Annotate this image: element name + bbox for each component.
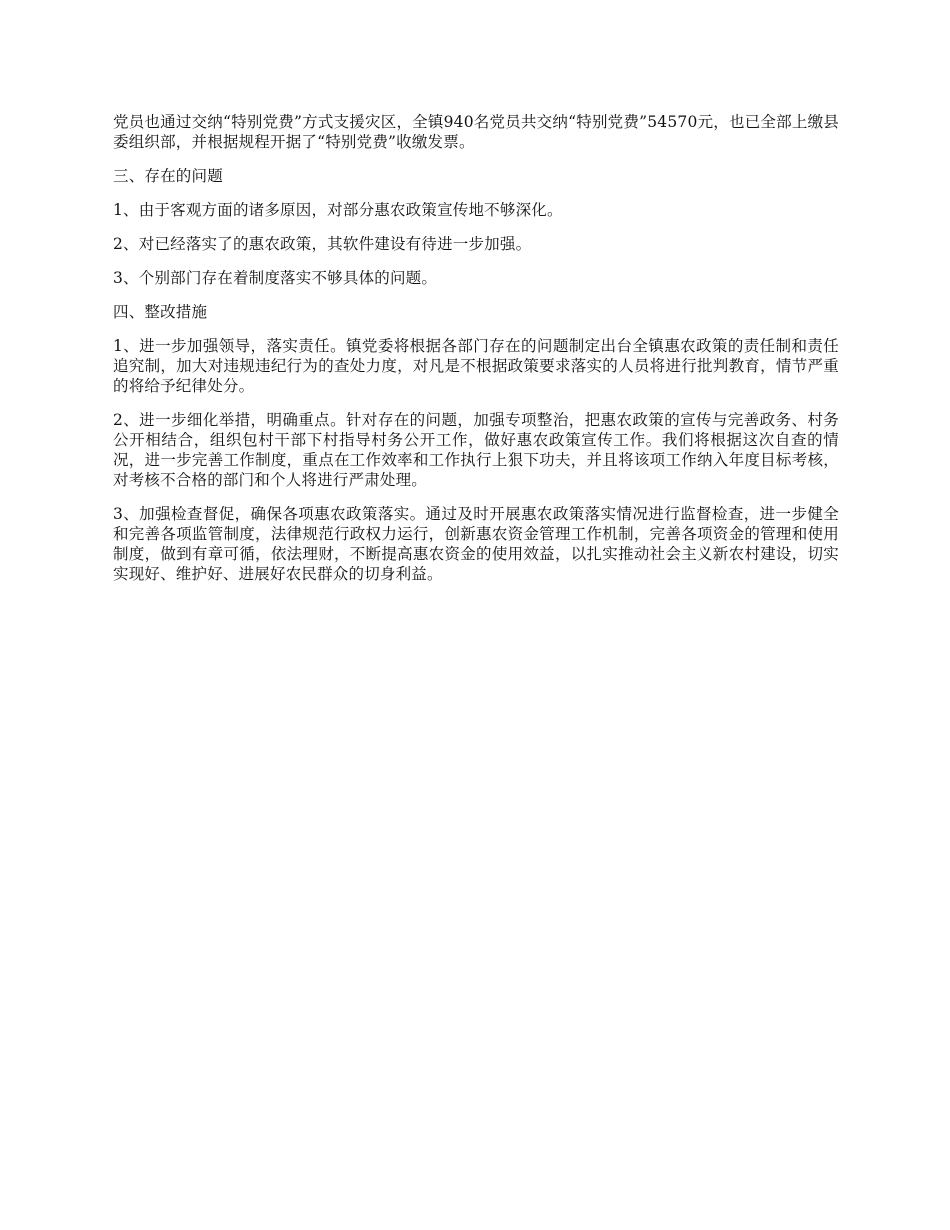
section-heading-problems: 三、存在的问题	[113, 167, 223, 185]
paragraph-party-fee: 党员也通过交纳“特别党费”方式支援灾区，全镇940名党员共交纳“特别党费”54570元，也已全部上缴县委组织部，并根据规程开据了“特别党费”收缴发票。	[113, 113, 839, 151]
section-heading-measures: 四、整改措施	[113, 303, 208, 321]
problem-item-3: 3、个别部门存在着制度落实不够具体的问题。	[113, 269, 438, 287]
problem-item-1: 1、由于客观方面的诸多原因，对部分惠农政策宣传地不够深化。	[113, 201, 563, 219]
measure-item-1: 1、进一步加强领导，落实责任。镇党委将根据各部门存在的问题制定出台全镇惠农政策的责任制和责任追究制，加大对违规违纪行为的查处力度，对凡是不根据政策要求落实的人员将进行批判教育，情节严重的将给予纪律处分。	[113, 337, 839, 395]
measure-item-2: 2、进一步细化举措，明确重点。针对存在的问题，加强专项整治，把惠农政策的宣传与完善政务、村务公开相结合，组织包村干部下村指导村务公开工作，做好惠农政策宣传工作。我们将根据这次自查的情况，进一步完善工作制度，重点在工作效率和工作执行上狠下功夫，并且将该项工作纳入年度目标考核，对考核不合格的部门和个人将进行严肃处理。	[113, 411, 839, 489]
document-page	[113, 112, 839, 598]
measure-item-3: 3、加强检查督促，确保各项惠农政策落实。通过及时开展惠农政策落实情况进行监督检查，进一步健全和完善各项监管制度，法律规范行政权力运行，创新惠农资金管理工作机制，完善各项资金的管理和使用制度，做到有章可循，依法理财，不断提高惠农资金的使用效益，以扎实推动社会主义新农村建设，切实实现好、维护好、进展好农民群众的切身利益。	[113, 505, 839, 583]
problem-item-2: 2、对已经落实了的惠农政策，其软件建设有待进一步加强。	[113, 235, 532, 253]
